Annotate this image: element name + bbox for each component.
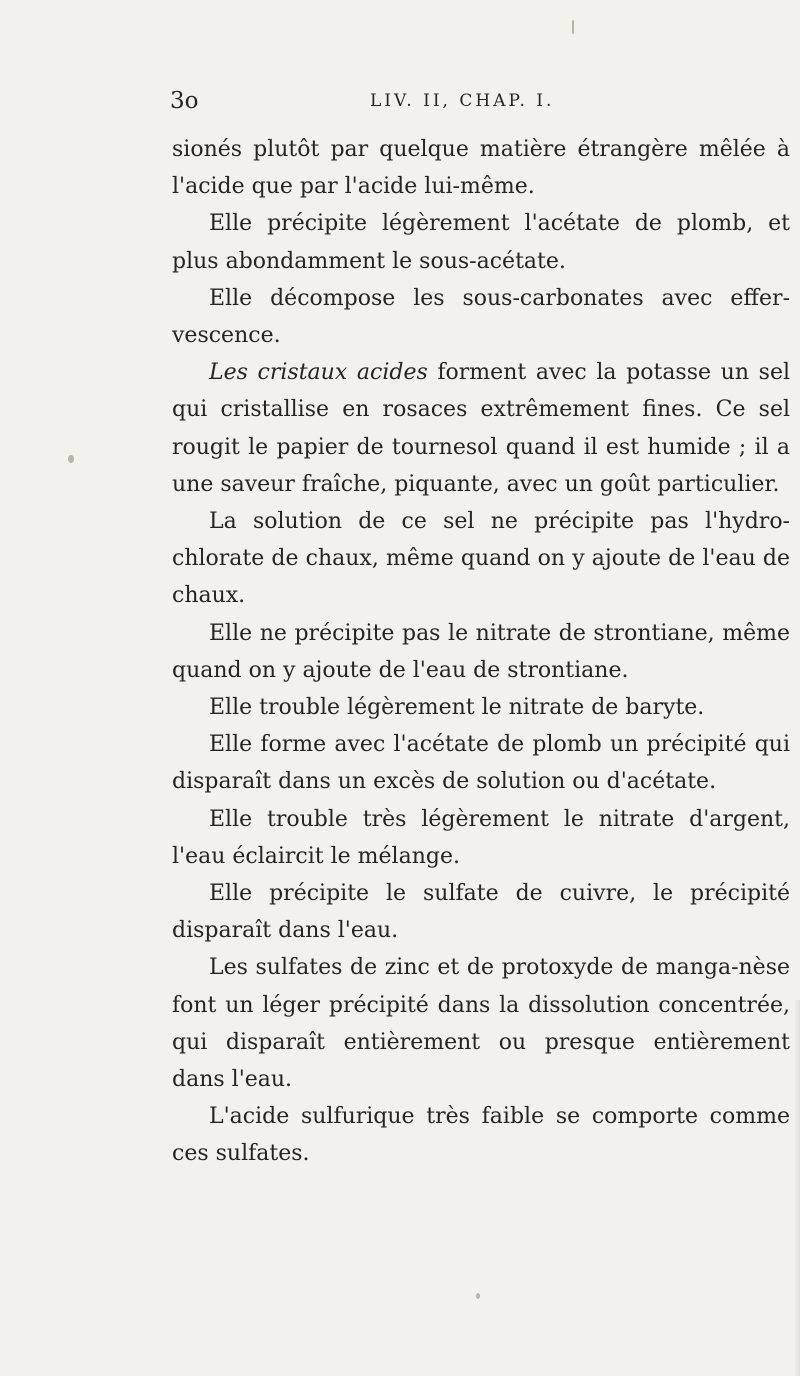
paragraph: Elle forme avec l'acétate de plomb un précipité qui disparaît dans un excès de solution ou d'acétate. [172,732,790,795]
running-title: LIV. II, CHAP. I. [370,91,555,111]
page-number: 3o [170,88,199,114]
paragraph: Elle ne précipite pas le nitrate de strontiane, même quand on y ajoute de l'eau de strontiane. [172,620,790,683]
paragraph: La solution de ce sel ne précipite pas l'hydro-chlorate de chaux, même quand on y ajoute de l'eau de chaux. [172,509,790,609]
ink-speck [572,20,574,34]
paragraph: Elle trouble très légèrement le nitrate d'argent, l'eau éclaircit le mélange. [172,806,790,869]
paragraph: Elle trouble légèrement le nitrate de baryte. [209,695,705,721]
paragraph: Les sulfates de zinc et de protoxyde de manga-nèse font un léger précipité dans la dissolution concentrée, qui disparaît entièrement ou presque entièrement dans l'eau. [172,955,790,1093]
paragraph: L'acide sulfurique très faible se comporte comme ces sulfates. [172,1104,790,1167]
paragraph: Elle précipite le sulfate de cuivre, le précipité disparaît dans l'eau. [172,881,790,944]
ink-speck [476,1293,480,1299]
body-text [172,131,790,1173]
paragraph: Les cristaux acides forment avec la potasse un sel qui cristallise en rosaces extrêmement fines. Ce sel rougit le papier de tournesol quand il est humide ; il a une saveur fraîche, piquante, avec un goût particulier. [172,360,790,497]
paragraph: Elle décompose les sous-carbonates avec effer-vescence. [172,285,790,349]
running-head [170,84,800,118]
paragraph: Elle précipite légèrement l'acétate de plomb, et plus abondamment le sous-acétate. [172,211,790,274]
page-edge-shadow [794,1000,800,1376]
paragraph: sionés plutôt par quelque matière étrangère mêlée à l'acide que par l'acide lui-même. [172,137,790,200]
italic-lead: Les cristaux acides [209,360,428,386]
ink-speck [68,455,74,463]
